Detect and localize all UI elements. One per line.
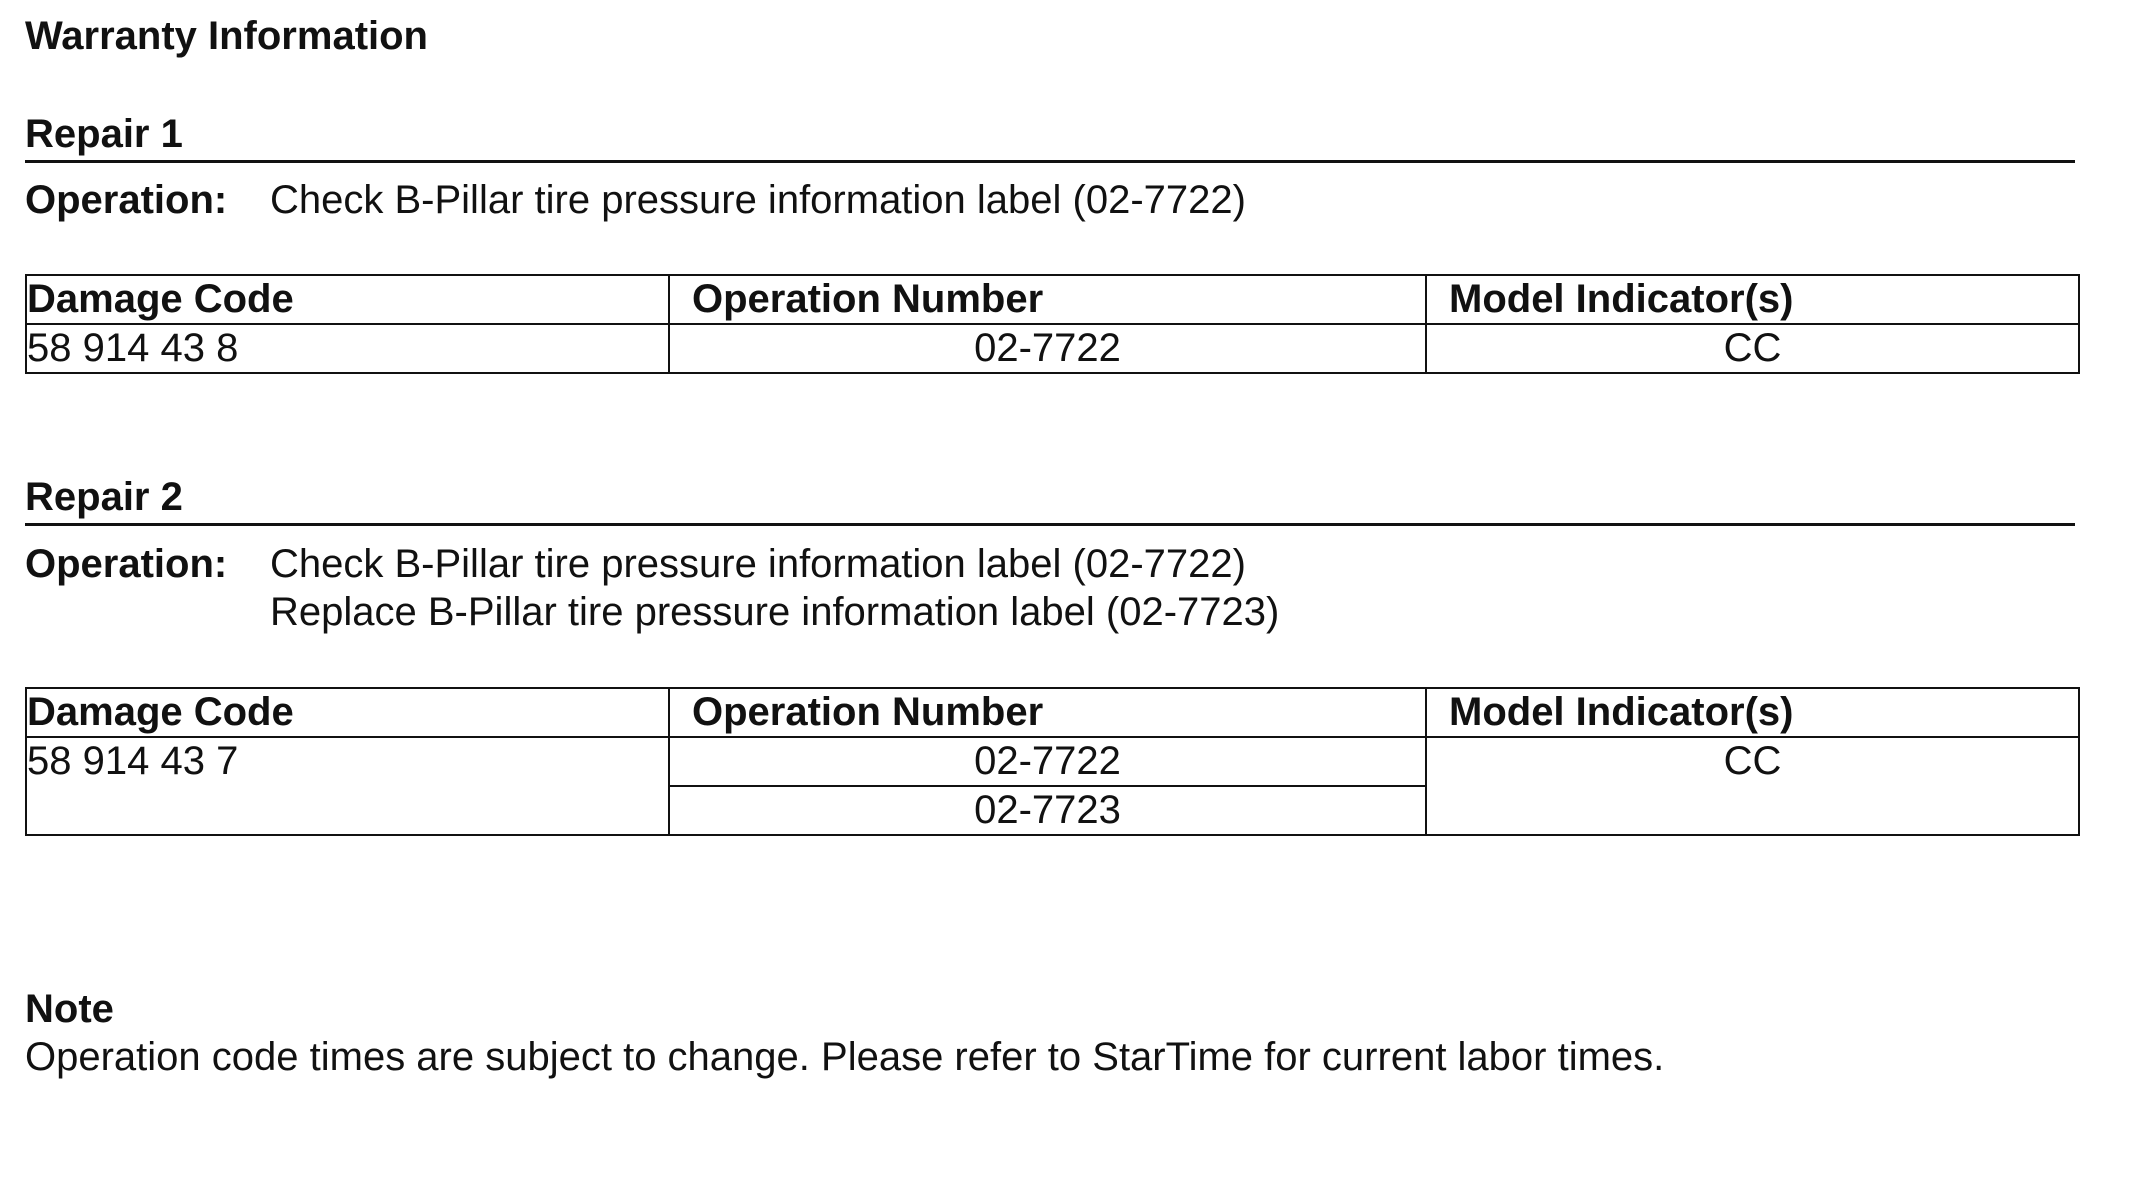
operation-number-cell: 02-7722	[669, 324, 1426, 373]
repair-2-table	[25, 687, 2080, 836]
repair-1-table	[25, 274, 2080, 374]
column-header-model-indicator: Model Indicator(s)	[1426, 275, 2079, 324]
operation-line: Check B-Pillar tire pressure information label (02-7722)	[270, 178, 1246, 222]
operation-number-cell: 02-7722	[669, 737, 1426, 786]
operation-lines	[270, 540, 1279, 636]
model-indicator-cell: CC	[1426, 737, 2079, 835]
damage-code-cell: 58 914 43 7	[26, 737, 669, 835]
column-header-model-indicator: Model Indicator(s)	[1426, 688, 2079, 737]
operation-line: Replace B-Pillar tire pressure information label (02-7723)	[270, 590, 1280, 634]
table-header-row	[26, 275, 2079, 324]
column-header-operation-number: Operation Number	[669, 688, 1426, 737]
operation-label: Operation:	[25, 178, 228, 222]
damage-code-cell: 58 914 43 8	[26, 324, 669, 373]
note-text: Operation code times are subject to change. Please refer to StarTime for current labor times.	[25, 1035, 1665, 1079]
column-header-damage-code: Damage Code	[26, 688, 669, 737]
column-header-damage-code: Damage Code	[26, 275, 669, 324]
operation-lines	[270, 176, 1246, 224]
model-indicator-cell: CC	[1426, 324, 2079, 373]
repair-2-heading: Repair 2	[25, 473, 2075, 526]
table-row	[26, 737, 2079, 786]
column-header-operation-number: Operation Number	[669, 275, 1426, 324]
page-title: Warranty Information	[25, 14, 428, 58]
repair-1-heading: Repair 1	[25, 110, 2075, 163]
operation-label: Operation:	[25, 542, 228, 586]
table-header-row	[26, 688, 2079, 737]
operation-number-cell: 02-7723	[669, 786, 1426, 835]
note-heading: Note	[25, 987, 114, 1031]
operation-line: Check B-Pillar tire pressure information label (02-7722)	[270, 542, 1246, 586]
table-row	[26, 324, 2079, 373]
